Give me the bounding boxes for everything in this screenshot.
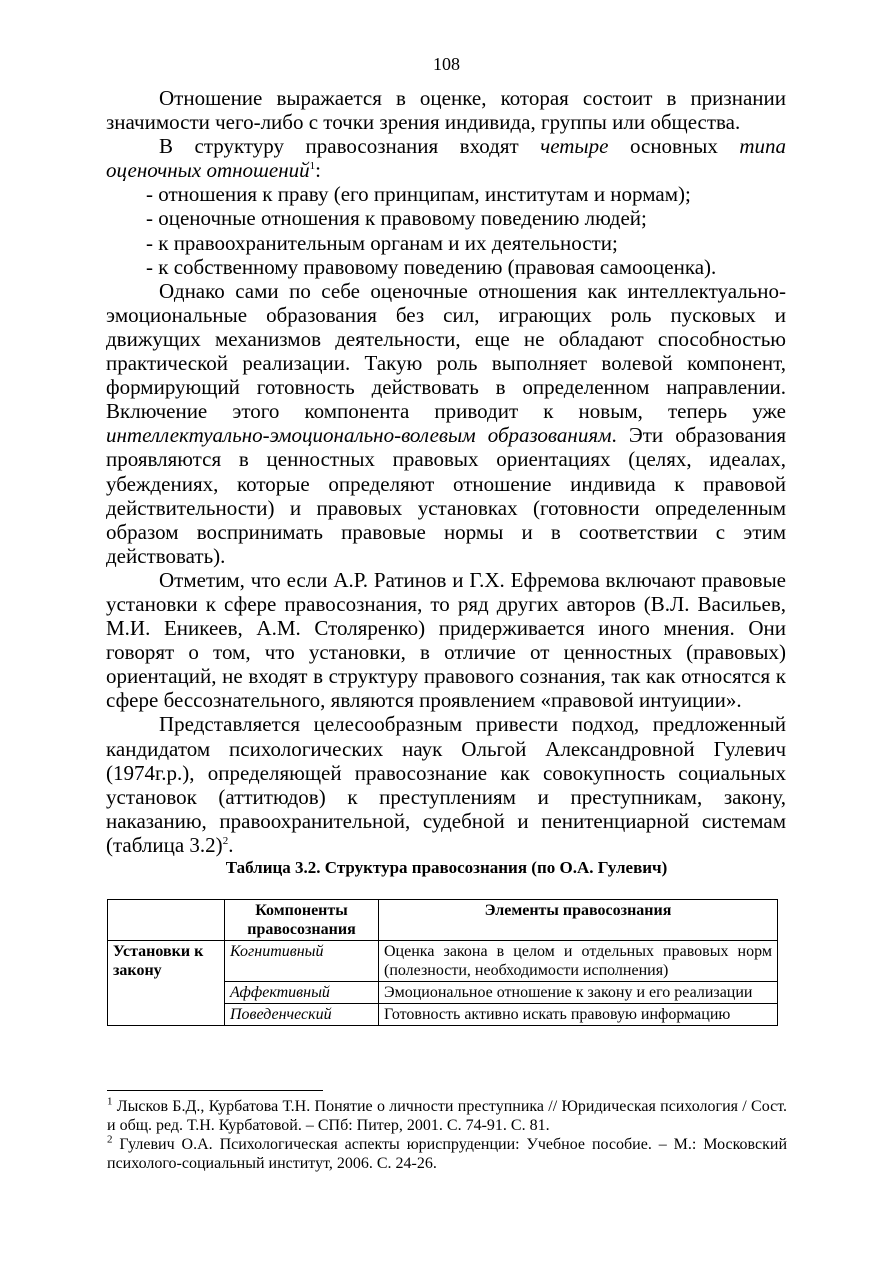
footnote-mark-1: 1 [107,1095,113,1108]
paragraph-3-emphasis: интеллектуально-эмоционально-волевым образованиям [106,423,612,448]
paragraph-2-emphasis-types: типа оценочных отношений [106,134,786,183]
footnote-ref-1: 1 [309,160,316,173]
paragraph-2 [106,134,786,182]
paragraph-1: Отношение выражается в оценке, которая состоит в признании значимости чего-либо с точки зрения индивида, группы или общества. [106,86,786,135]
paragraph-2-text-a: В структуру правосознания входят [159,134,541,159]
footnote-2 [107,1135,787,1173]
table-cell-component: Когнитивный [225,941,379,982]
paragraph-3-text-a: Однако сами по себе оценочные отношения как интеллектуально-эмоциональные образования без сил, играющих роль пусковых и движущих механизмов деятельности, еще не обладают способностью практической реализации. Такую роль выполняет волевой компонент, формирующий готовность действовать в определенном направлении. Включение этого компонента приводит к новым, теперь уже [106,278,786,424]
footnote-2-text: Гулевич О.А. Психологическая аспекты юриспруденции: Учебное пособие. – М.: Московский психолого-социальный институт, 2006. С. 24-26. [107,1136,787,1172]
page-number: 108 [433,54,460,74]
footnote-1 [107,1097,787,1135]
footnote-divider [107,1090,323,1091]
table-title: Таблица 3.2. Структура правосознания (по О.А. Гулевич) [225,858,668,877]
list-item: - оценочные отношения к правовому поведению людей; [146,206,647,231]
table-group-label: Установки к закону [108,941,225,1026]
paragraph-4: Отметим, что если А.Р. Ратинов и Г.Х. Ефремова включают правовые установки к сфере правосознания, то ряд других авторов (В.Л. Васильев, М.И. Еникеев, А.М. Столяренко) придерживается иного мнения. Они говорят о том, что установки, в отличие от ценностных (правовых) ориентаций, не входят в структуру правового сознания, так как относятся к сфере бессознательного, являются проявлением «правовой интуиции». [106,567,786,713]
paragraph-3 [106,279,786,568]
footnotes [107,1097,787,1173]
body-text [106,86,786,857]
paragraph-5 [106,712,786,857]
table-header-empty [108,900,225,941]
table-header-elements: Элементы правосознания [379,900,778,941]
table-cell-component: Аффективный [225,982,379,1004]
paragraph-5-text: Представляется целесообразным привести подход, предложенный кандидатом психологических наук Ольгой Александровной Гулевич (1974г.р.), определяющей правосознание как совокупность социальных установок (аттитюдов) к преступлениям и преступникам, закону, наказанию, правоохранительной, судебной и пенитенциарной системам (таблица 3.2) [106,712,786,857]
list-item: - к собственному правовому поведению (правовая самооценка). [146,254,717,279]
attitude-types-list [106,182,786,278]
footnote-ref-2: 2 [222,834,229,847]
paragraph-5-end: . [228,832,234,857]
table-header-row [108,900,778,941]
list-item: - отношения к праву (его принципам, институтам и нормам); [146,182,691,207]
paragraph-3-text-b: . Эти образования проявляются в ценностных правовых ориентациях (целях, идеалах, убеждениях, которые определяют отношение индивида к правовой действительности) и правовых установках (готовности определенным образом воспринимать правовые нормы и в соответствии с этим действовать). [106,423,786,568]
table-header-components: Компоненты правосознания [225,900,379,941]
paragraph-2-text-b: основных [608,134,740,159]
footnote-mark-2: 2 [107,1133,113,1146]
table-cell-element: Оценка закона в целом и отдельных правовых норм (полезности, необходимости исполнения) [379,941,778,982]
paragraph-2-text-c: : [315,158,321,183]
paragraph-2-emphasis-count: четыре [540,134,609,159]
table-cell-element: Готовность активно искать правовую информацию [379,1004,778,1026]
structure-table [107,899,778,1026]
table-row [108,941,778,982]
footnote-1-text: Лысков Б.Д., Курбатова Т.Н. Понятие о личности преступника // Юридическая психология / Сост. и общ. ред. Т.Н. Курбатовой. – СПб: Питер, 2001. С. 74-91. С. 81. [107,1098,787,1134]
table-cell-element: Эмоциональное отношение к закону и его реализации [379,982,778,1004]
table-cell-component: Поведенческий [225,1004,379,1026]
list-item: - к правоохранительным органам и их деятельности; [146,230,618,255]
